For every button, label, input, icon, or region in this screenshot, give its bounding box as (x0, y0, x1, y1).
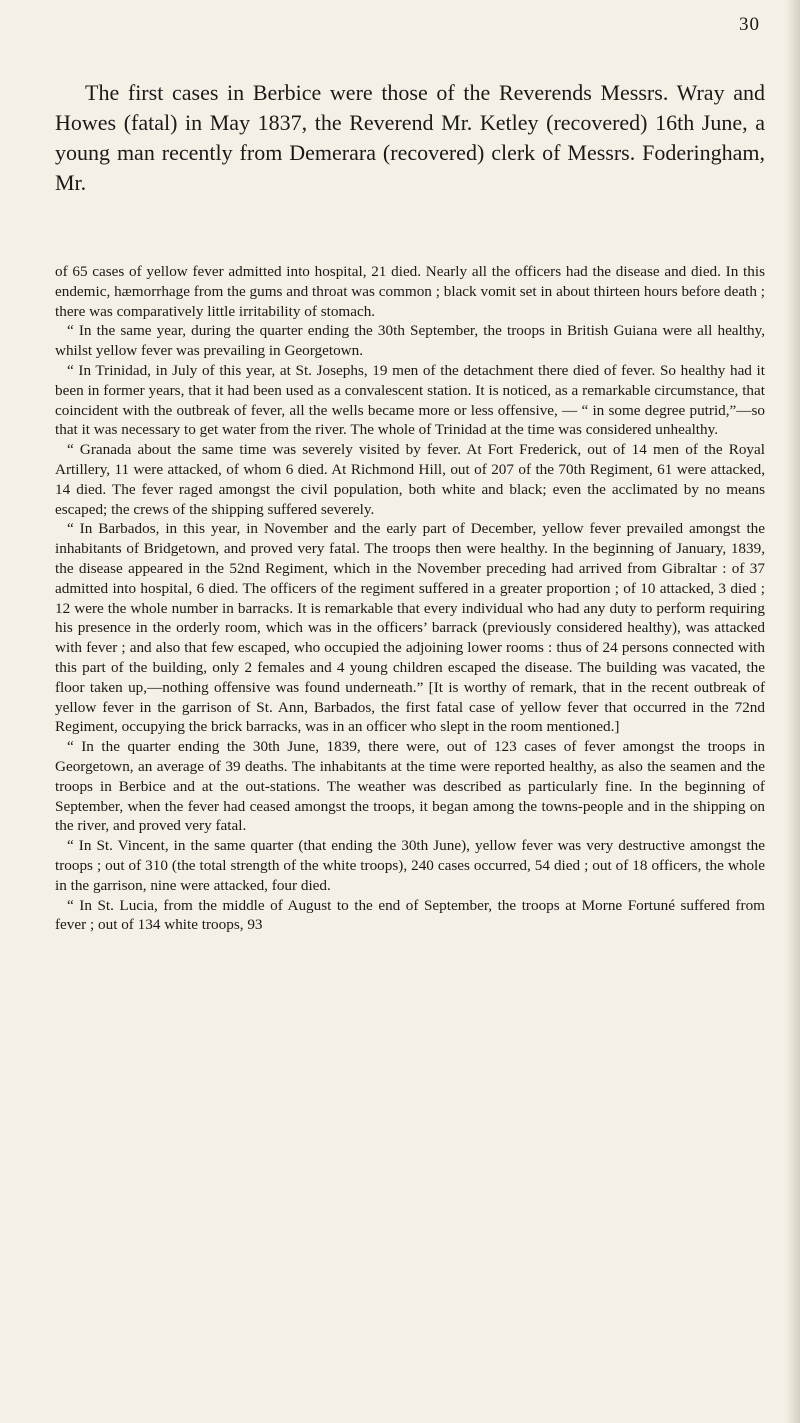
intro-passage (55, 78, 765, 198)
paragraph: “ In Trinidad, in July of this year, at St. Josephs, 19 men of the detachment there died of fever. So healthy had it been in former years, that it had been used as a convalescent station. It is noticed, as a remarkable circumstance, that coincident with the outbreak of fever, all the wells became more or less offensive, — “ in some degree putrid,”—so that it was necessary to get water from the river. The whole of Trinidad at the time was considered unhealthy. (55, 361, 765, 439)
intro-paragraph: The first cases in Berbice were those of the Reverends Messrs. Wray and Howes (fatal) in May 1837, the Reverend Mr. Ketley (recovered) 16th June, a young man recently from Demerara (recovered) clerk of Messrs. Foderingham, Mr. (55, 80, 765, 195)
paragraph: “ In Barbados, in this year, in November and the early part of December, yellow fever prevailed amongst the inhabitants of Bridgetown, and proved very fatal. The troops then were healthy. In the beginning of January, 1839, the disease appeared in the 52nd Regiment, which in the November preceding had arrived from Gibraltar : of 37 admitted into hospital, 6 died. The officers of the regiment suffered in a greater proportion ; of 10 attacked, 3 died ; 12 were the whole number in barracks. It is remarkable that every individual who had any duty to perform requiring his presence in the orderly room, which was in the officers’ barrack (previously considered healthy), was attacked with fever ; and also that few escaped, who occupied the adjoining lower rooms : thus of 24 persons connected with this part of the building, only 2 females and 4 young children escaped the disease. The building was vacated, the floor taken up,—nothing offensive was found underneath.” [It is worthy of remark, that in the recent outbreak of yellow fever in the garrison of St. Ann, Barbados, the first fatal case of yellow fever that occurred in the 72nd Regiment, occupying the brick barracks, was in an officer who slept in the room mentioned.] (55, 520, 765, 736)
paragraph: “ In the same year, during the quarter ending the 30th September, the troops in British Guiana were all healthy, whilst yellow fever was prevailing in Georgetown. (55, 322, 765, 360)
page-number: 30 (739, 14, 760, 35)
paragraph: “ In St. Lucia, from the middle of August to the end of September, the troops at Morne Fortuné suffered from fever ; out of 134 white troops, 93 (55, 896, 765, 934)
paragraph: “ In St. Vincent, in the same quarter (that ending the 30th June), yellow fever was very destructive amongst the troops ; out of 310 (the total strength of the white troops), 240 cases occurred, 54 died ; out of 18 officers, the whole in the garrison, nine were attacked, four died. (55, 837, 765, 894)
paragraph: “ Granada about the same time was severely visited by fever. At Fort Frederick, out of 14 men of the Royal Artillery, 11 were attacked, of whom 6 died. At Richmond Hill, out of 207 of the 70th Regiment, 61 were attacked, 14 died. The fever raged amongst the civil population, both white and black; even the acclimated by no means escaped; the crews of the shipping suffered severely. (55, 441, 765, 518)
body-text (55, 262, 765, 935)
page-edge-shadow (786, 0, 800, 1423)
paragraph: “ In the quarter ending the 30th June, 1839, there were, out of 123 cases of fever amongst the troops in Georgetown, an average of 39 deaths. The inhabitants at the time were reported healthy, as also the seamen and the troops in Berbice and at the out-stations. The weather was described as particularly fine. In the beginning of September, when the fever had ceased amongst the troops, it began among the towns-people and in the shipping on the river, and proved very fatal. (55, 738, 765, 835)
paragraph: of 65 cases of yellow fever admitted into hospital, 21 died. Nearly all the officers had the disease and died. In this endemic, hæmorrhage from the gums and throat was common ; black vomit set in about thirteen hours before death ; there was comparatively little irritability of stomach. (55, 263, 765, 320)
